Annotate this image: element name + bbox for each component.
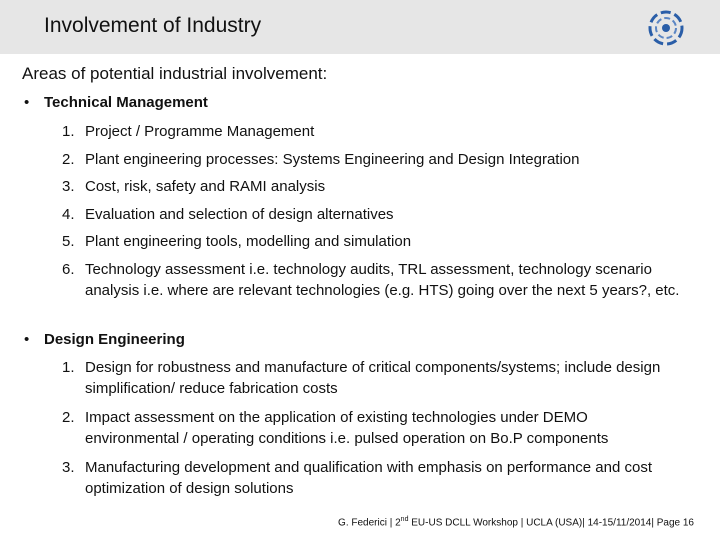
section-title: Design Engineering <box>44 331 185 348</box>
item-number: 6. <box>62 261 75 278</box>
list-item <box>62 357 682 399</box>
footer-sup: nd <box>400 515 409 523</box>
item-text: Plant engineering tools, modelling and simulation <box>85 233 412 250</box>
list-item <box>62 204 682 225</box>
item-text: Plant engineering processes: Systems Engineering and Design Integration <box>85 151 580 168</box>
list-item <box>62 231 682 252</box>
circular-logo-icon <box>646 8 686 48</box>
item-text: Project / Programme Management <box>85 123 315 140</box>
item-text: Design for robustness and manufacture of critical components/systems; include design simplification/ reduce fabrication costs <box>85 359 661 397</box>
item-text: Cost, risk, safety and RAMI analysis <box>85 178 326 195</box>
footer-citation <box>338 516 694 528</box>
header-bar <box>0 0 720 54</box>
section-design-engineering <box>24 331 185 348</box>
intro-text: Areas of potential industrial involvement: <box>22 64 328 83</box>
item-number: 3. <box>62 459 75 476</box>
list-item <box>62 259 682 301</box>
page-title: Involvement of Industry <box>44 14 262 37</box>
bullet: • <box>24 94 30 111</box>
item-number: 4. <box>62 206 75 223</box>
item-number: 1. <box>62 359 75 376</box>
item-text: Technology assessment i.e. technology audits, TRL assessment, technology scenario analysis i.e. where are relevant technologies (e.g. HTS) going over the next 5 years?, etc. <box>85 261 680 299</box>
section-title: Technical Management <box>44 94 208 111</box>
item-text: Evaluation and selection of design alternatives <box>85 206 394 223</box>
list-item <box>62 176 682 197</box>
item-number: 2. <box>62 409 75 426</box>
footer-pre: G. Federici | 2 <box>338 517 401 528</box>
bullet: • <box>24 331 30 348</box>
footer-post: EU-US DCLL Workshop | UCLA (USA)| 14-15/11/2014| Page 16 <box>408 517 694 528</box>
item-number: 1. <box>62 123 75 140</box>
item-text: Manufacturing development and qualification with emphasis on performance and cost optimization of design solutions <box>85 459 652 497</box>
item-number: 5. <box>62 233 75 250</box>
list-item <box>62 407 682 449</box>
item-number: 2. <box>62 151 75 168</box>
list-item <box>62 149 682 170</box>
section-technical-management <box>24 94 208 111</box>
list-item <box>62 121 682 142</box>
item-text: Impact assessment on the application of existing technologies under DEMO environmental / operating conditions i.e. pulsed operation on Bo.P components <box>85 409 609 447</box>
item-number: 3. <box>62 178 75 195</box>
list-item <box>62 457 682 499</box>
